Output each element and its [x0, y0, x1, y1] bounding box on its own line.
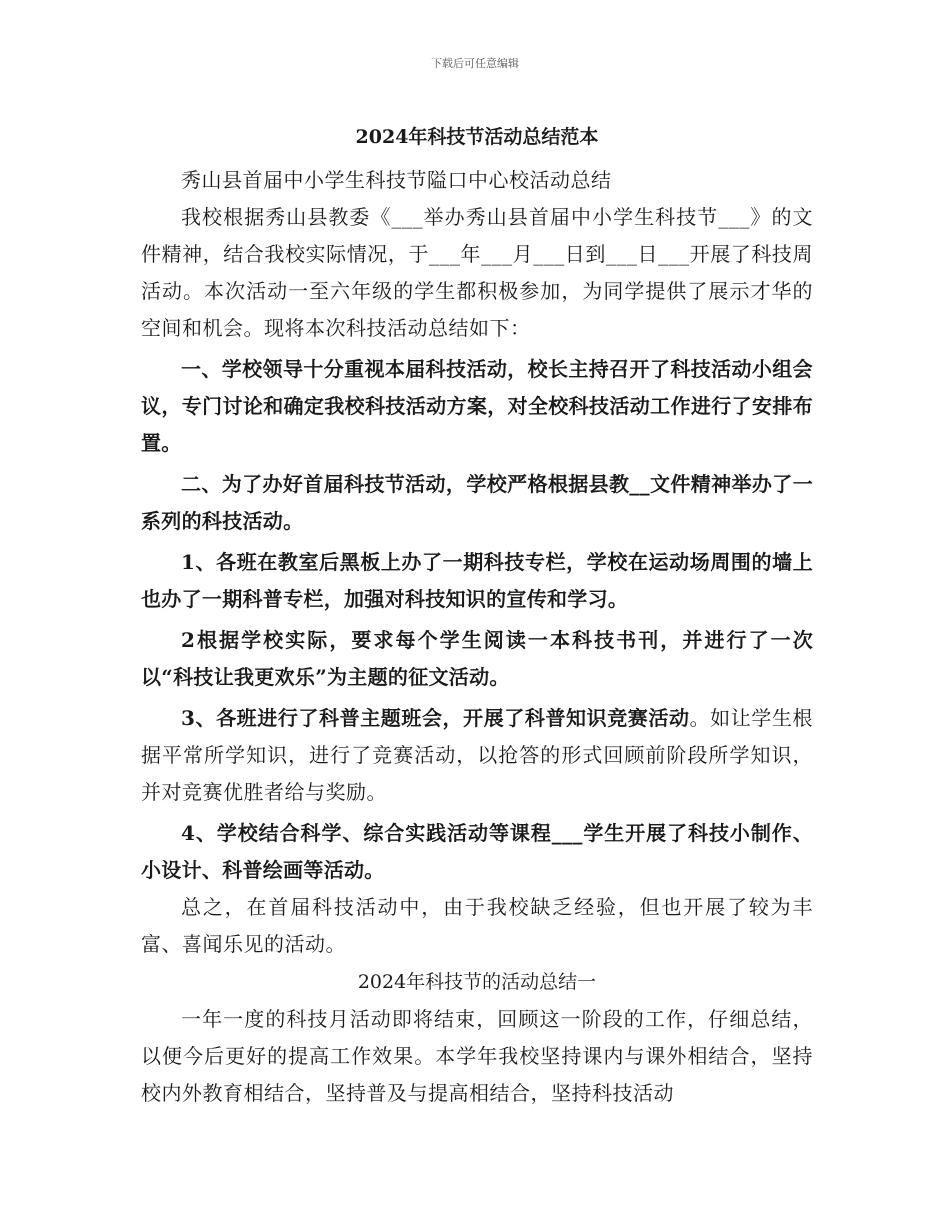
paragraph-conclusion: 总之，在首届科技活动中，由于我校缺乏经验，但也开展了较为丰富、喜闻乐见的活动。	[141, 895, 813, 956]
paragraph-item-1: 1、各班在教室后黑板上办了一期科技专栏，学校在运动场周围的墙上也办了一期科普专栏，加强对科技知识的宣传和学习。	[141, 550, 813, 611]
paragraph-intro: 我校根据秀山县教委《___举办秀山县首届中小学生科技节___》的文件精神，结合我校实际情况，于___年___月___日到___日___开展了科技周活动。本次活动一至六年级的学生都积极参加，为同学提供了展示才华的空间和机会。现将本次科技活动总结如下：	[141, 205, 813, 340]
paragraph-item-3-rest: 。如让学生根据平常所学知识，进行了竞赛活动，以抢答的形式回顾前阶段所学知识，并对竞赛优胜者给与奖励。	[141, 706, 814, 804]
document-title: 2024年科技节活动总结范本	[355, 126, 599, 148]
document-body	[141, 118, 813, 1112]
header-note: 下载后可任意编辑	[431, 57, 519, 70]
paragraph-subtitle: 秀山县首届中小学生科技节隘口中心校活动总结	[181, 168, 612, 192]
paragraph-point-2: 二、为了办好首届科技节活动，学校严格根据县教__文件精神举办了一系列的科技活动。	[141, 472, 813, 533]
paragraph-item-2: 2根据学校实际，要求每个学生阅读一本科技书刊，并进行了一次以“科技让我更欢乐”为主题的征文活动。	[141, 628, 813, 689]
section-2-title: 2024年科技节的活动总结一	[357, 971, 597, 993]
section-2-paragraph-1: 一年一度的科技月活动即将结束，回顾这一阶段的工作，仔细总结，以便今后更好的提高工作效果。本学年我校坚持课内与课外相结合，坚持校内外教育相结合，坚持普及与提高相结合，坚持科技活动	[141, 1007, 813, 1105]
paragraph-item-4: 4、学校结合科学、综合实践活动等课程___学生开展了科技小制作、小设计、科普绘画等活动。	[141, 821, 813, 882]
paragraph-item-3-bold: 3、各班进行了科普主题班会，开展了科普知识竞赛活动	[181, 706, 690, 730]
paragraph-point-1: 一、学校领导十分重视本届科技活动，校长主持召开了科技活动小组会议，专门讨论和确定我校科技活动方案，对全校科技活动工作进行了安排布置。	[141, 357, 813, 455]
paragraph-item-3	[141, 700, 813, 811]
